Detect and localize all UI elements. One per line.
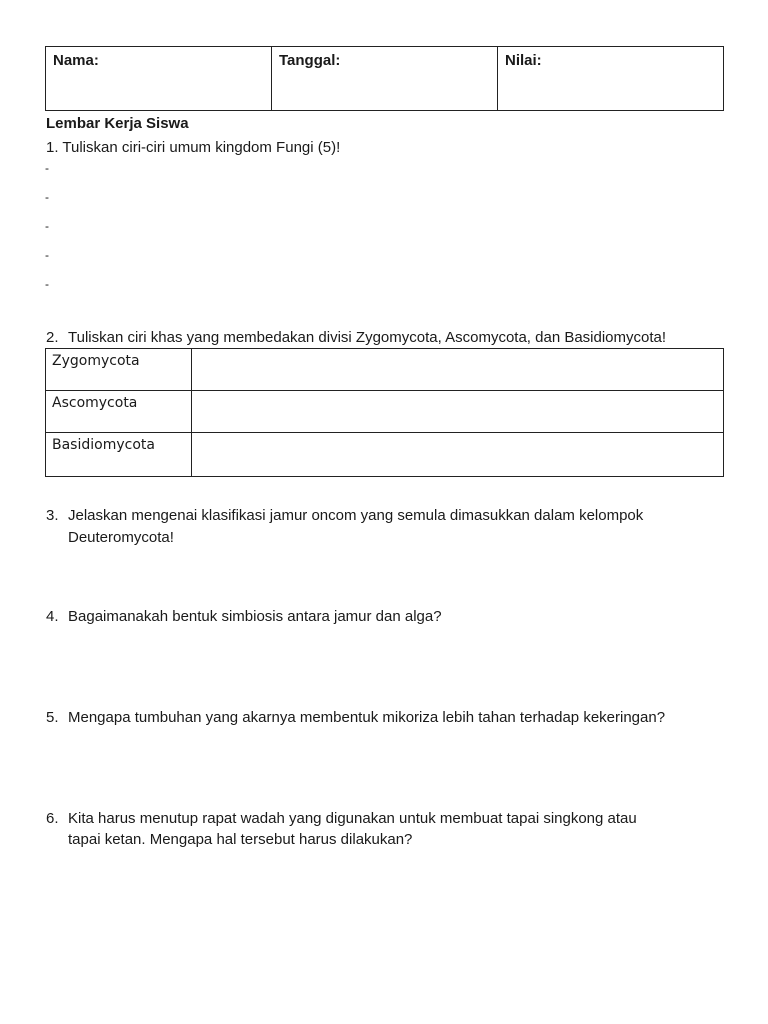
division-answer-cell[interactable] <box>192 349 724 391</box>
worksheet-title: Lembar Kerja Siswa <box>46 115 189 132</box>
table-row <box>46 349 724 391</box>
question-3-line-2: Deuteromycota! <box>68 529 174 546</box>
question-5: Mengapa tumbuhan yang akarnya membentuk mikoriza lebih tahan terhadap kekeringan? <box>68 709 666 726</box>
table-row <box>46 391 724 433</box>
division-name: Ascomycota <box>46 391 192 433</box>
question-2: Tuliskan ciri khas yang membedakan divisi Zygomycota, Ascomycota, dan Basidiomycota! <box>68 329 667 346</box>
division-answer-cell[interactable] <box>192 391 724 433</box>
question-3-number: 3. <box>46 507 59 524</box>
question-6-line-1: Kita harus menutup rapat wadah yang digunakan untuk membuat tapai singkong atau <box>68 810 637 827</box>
division-table <box>45 348 724 477</box>
division-name: Basidiomycota <box>46 433 192 477</box>
date-label: Tanggal: <box>279 52 341 69</box>
division-answer-cell[interactable] <box>192 433 724 477</box>
question-5-number: 5. <box>46 709 59 726</box>
answer-bullet: - <box>45 161 49 175</box>
table-row <box>46 433 724 477</box>
division-name: Zygomycota <box>46 349 192 391</box>
answer-bullet: - <box>45 219 49 233</box>
student-info-table <box>45 46 724 111</box>
question-3-line-1: Jelaskan mengenai klasifikasi jamur oncom yang semula dimasukkan dalam kelompok <box>68 507 644 524</box>
question-2-number: 2. <box>46 329 59 346</box>
name-field[interactable] <box>46 47 272 111</box>
score-label: Nilai: <box>505 52 542 69</box>
question-6-number: 6. <box>46 810 59 827</box>
answer-bullet: - <box>45 277 49 291</box>
question-6-line-2: tapai ketan. Mengapa hal tersebut harus dilakukan? <box>68 831 413 848</box>
question-1: 1. Tuliskan ciri-ciri umum kingdom Fungi (5)! <box>46 139 341 156</box>
name-label: Nama: <box>53 52 99 69</box>
date-field[interactable] <box>272 47 498 111</box>
answer-bullet: - <box>45 190 49 204</box>
score-field[interactable] <box>498 47 724 111</box>
answer-bullet: - <box>45 248 49 262</box>
question-4-number: 4. <box>46 608 59 625</box>
question-4: Bagaimanakah bentuk simbiosis antara jamur dan alga? <box>68 608 442 625</box>
